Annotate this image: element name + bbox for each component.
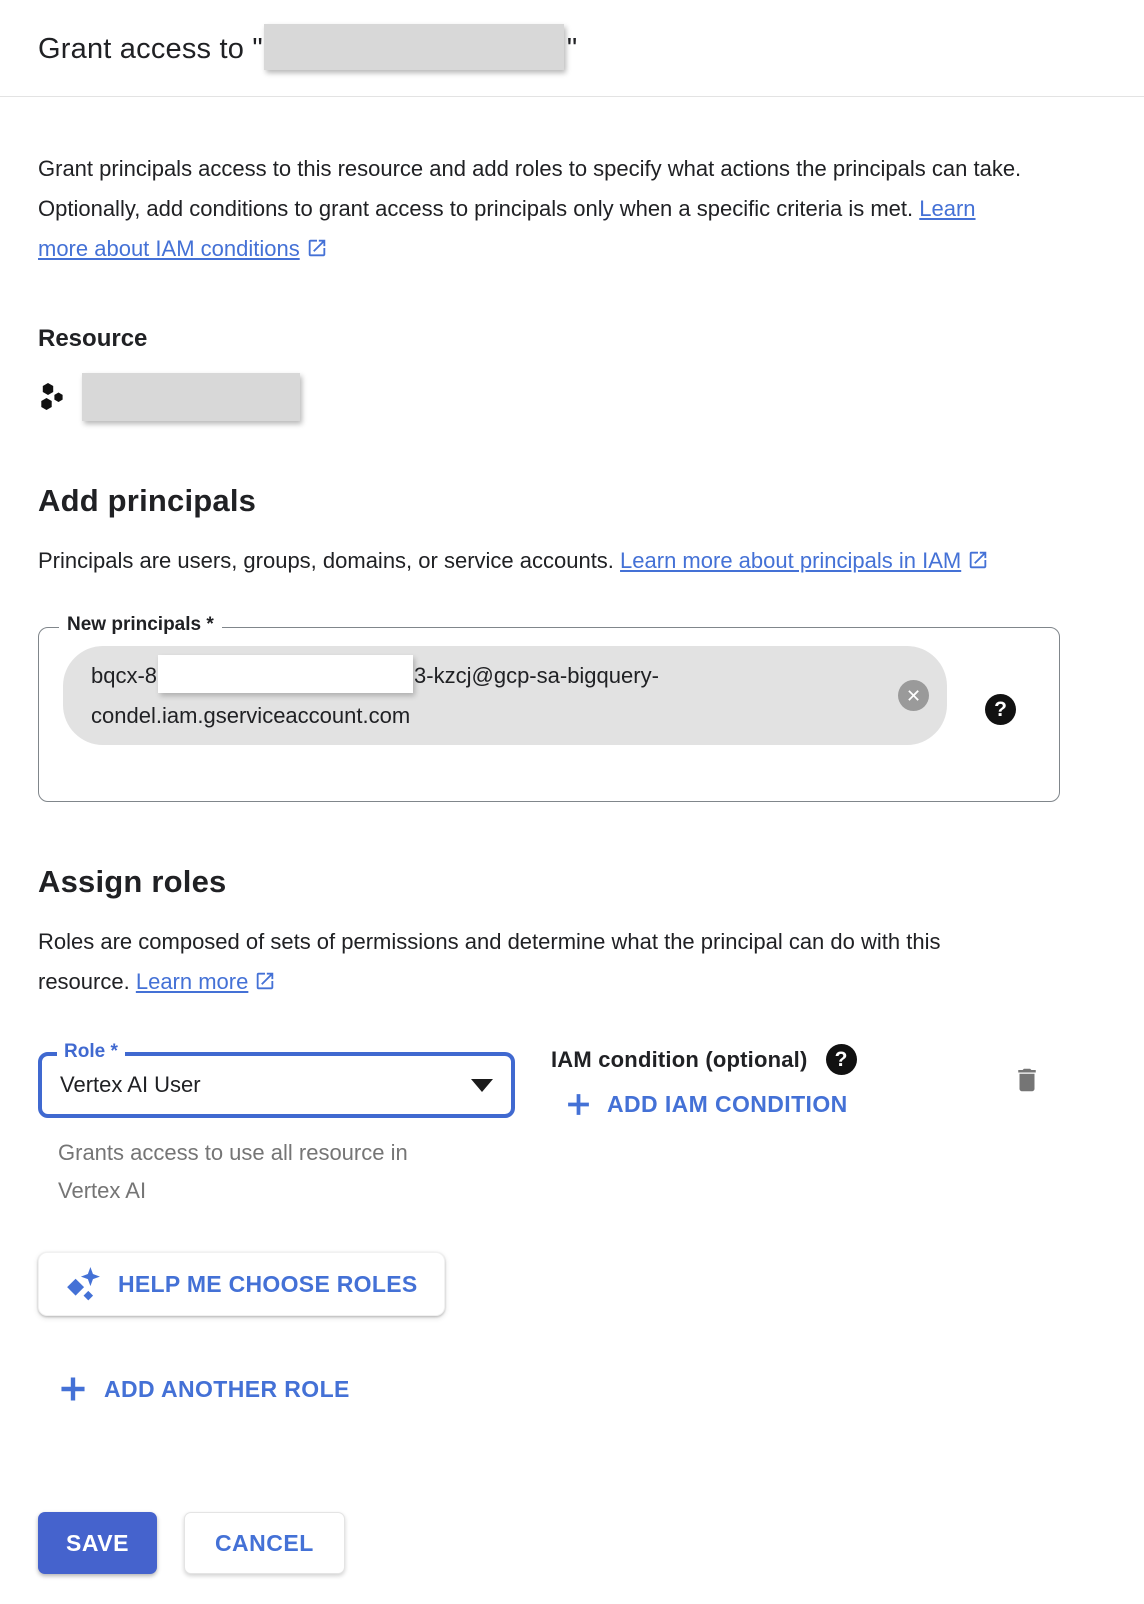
add-another-role-button[interactable] xyxy=(58,1374,350,1404)
save-button[interactable]: SAVE xyxy=(38,1512,157,1574)
role-description: Grants access to use all resource in Vertex AI xyxy=(58,1140,408,1203)
page-title xyxy=(38,24,1106,70)
principal-chip-row xyxy=(63,646,1037,745)
dialog-header xyxy=(0,0,1144,97)
resource-heading: Resource xyxy=(38,325,148,352)
roles-learn-more-link[interactable] xyxy=(136,969,277,994)
iam-condition-help-icon[interactable]: ? xyxy=(826,1044,857,1075)
help-me-choose-roles-button[interactable] xyxy=(38,1252,445,1316)
iam-condition-label: IAM condition (optional) xyxy=(551,1046,808,1072)
external-link-icon xyxy=(306,237,328,259)
role-select[interactable] xyxy=(38,1041,515,1118)
redacted-resource-name xyxy=(264,24,564,70)
external-link-icon xyxy=(254,970,276,992)
redacted-principal-segment xyxy=(158,655,413,693)
new-principals-label: New principals * xyxy=(59,614,222,636)
principals-help-icon[interactable]: ? xyxy=(985,694,1016,725)
principal-email-middle: 3-kzcj@gcp-sa-bigquery- xyxy=(414,663,659,688)
remove-principal-icon[interactable]: ✕ xyxy=(898,680,929,711)
help-me-choose-roles-label: HELP ME CHOOSE ROLES xyxy=(118,1270,418,1297)
redacted-resource-value xyxy=(82,373,300,421)
intro-text-body: Grant principals access to this resource and add roles to specify what actions the principals can take. Optionally, add conditions to grant access to principals only when a specific criteria is met. xyxy=(38,156,1022,221)
plus-icon xyxy=(565,1091,592,1118)
delete-role-button[interactable] xyxy=(1012,1064,1042,1102)
assign-roles-text-body: Roles are composed of sets of permissions and determine what the principal can do with this resource. xyxy=(38,929,941,994)
add-principals-text-body: Principals are users, groups, domains, or service accounts. xyxy=(38,548,614,573)
iam-condition-label-row xyxy=(551,1044,857,1075)
intro-text xyxy=(38,149,1030,269)
add-principals-text xyxy=(38,541,1030,581)
dialog-body xyxy=(0,149,1144,1604)
add-principals-heading: Add principals xyxy=(38,483,257,518)
role-assignment-row xyxy=(38,1041,1106,1118)
add-iam-condition-button[interactable] xyxy=(565,1091,857,1118)
iam-conditions-link-label: Learn more about IAM conditions xyxy=(38,196,976,261)
resource-hexagons-icon xyxy=(38,380,68,414)
principal-email-prefix: bqcx-8 xyxy=(91,663,158,688)
new-principals-field[interactable] xyxy=(38,614,1060,802)
cancel-button[interactable]: CANCEL xyxy=(184,1512,345,1574)
plus-icon xyxy=(58,1374,88,1404)
role-select-label: Role * xyxy=(57,1041,125,1063)
chevron-down-icon xyxy=(471,1079,493,1092)
page-title-suffix: " xyxy=(566,33,578,65)
iam-condition-block xyxy=(551,1044,857,1118)
sparkle-icon xyxy=(65,1266,101,1302)
trash-icon xyxy=(1012,1064,1042,1096)
assign-roles-text xyxy=(38,922,958,1002)
resource-row xyxy=(38,373,1106,421)
roles-learn-more-label: Learn more xyxy=(135,969,249,994)
role-select-value: Vertex AI User xyxy=(60,1072,201,1097)
principals-iam-link-label: Learn more about principals in IAM xyxy=(620,548,962,573)
principal-chip[interactable] xyxy=(63,646,947,745)
principal-email-domain: condel.iam.gserviceaccount.com xyxy=(91,703,411,728)
add-another-role-label: ADD ANOTHER ROLE xyxy=(104,1375,350,1402)
principals-iam-link[interactable] xyxy=(620,548,989,573)
assign-roles-heading: Assign roles xyxy=(38,864,227,899)
dialog-actions xyxy=(38,1512,1106,1574)
external-link-icon xyxy=(967,549,989,571)
add-iam-condition-label: ADD IAM CONDITION xyxy=(607,1091,848,1117)
page-title-prefix: Grant access to " xyxy=(38,33,263,65)
principal-email xyxy=(91,655,888,736)
